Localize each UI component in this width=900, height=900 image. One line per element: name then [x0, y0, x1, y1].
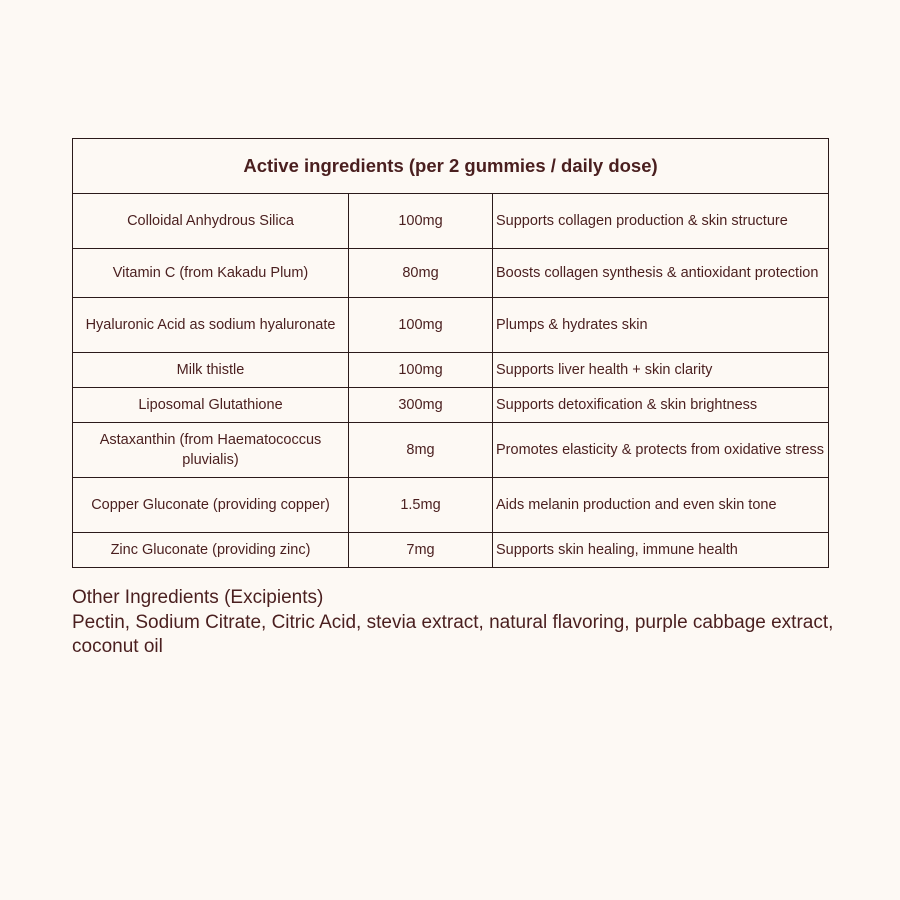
- other-ingredients-section: [72, 586, 842, 660]
- ingredient-benefit: Supports detoxification & skin brightness: [493, 388, 829, 423]
- ingredient-name: Zinc Gluconate (providing zinc): [73, 533, 349, 568]
- ingredient-benefit: Plumps & hydrates skin: [493, 298, 829, 353]
- ingredient-amount: 100mg: [349, 194, 493, 249]
- table-row: [73, 388, 829, 423]
- ingredient-name: Hyaluronic Acid as sodium hyaluronate: [73, 298, 349, 353]
- other-ingredients-list: Pectin, Sodium Citrate, Citric Acid, stevia extract, natural flavoring, purple cabbage extract, coconut oil: [72, 611, 834, 657]
- ingredient-amount: 8mg: [349, 423, 493, 478]
- ingredient-name: Copper Gluconate (providing copper): [73, 478, 349, 533]
- table-row: [73, 533, 829, 568]
- ingredient-amount: 7mg: [349, 533, 493, 568]
- active-ingredients-table-wrapper: [72, 138, 828, 568]
- table-header-row: [73, 139, 829, 194]
- table-row: [73, 353, 829, 388]
- table-row: [73, 478, 829, 533]
- ingredient-benefit: Boosts collagen synthesis & antioxidant protection: [493, 249, 829, 298]
- ingredient-name: Milk thistle: [73, 353, 349, 388]
- ingredient-benefit: Aids melanin production and even skin tone: [493, 478, 829, 533]
- ingredient-amount: 1.5mg: [349, 478, 493, 533]
- ingredient-amount: 80mg: [349, 249, 493, 298]
- ingredient-name: Colloidal Anhydrous Silica: [73, 194, 349, 249]
- table-row: [73, 298, 829, 353]
- ingredient-benefit: Supports liver health + skin clarity: [493, 353, 829, 388]
- ingredient-name: Liposomal Glutathione: [73, 388, 349, 423]
- ingredient-amount: 300mg: [349, 388, 493, 423]
- other-ingredients-title: Other Ingredients (Excipients): [72, 587, 324, 608]
- active-ingredients-table: [72, 138, 829, 568]
- ingredient-benefit: Promotes elasticity & protects from oxidative stress: [493, 423, 829, 478]
- table-row: [73, 194, 829, 249]
- ingredient-name: Vitamin C (from Kakadu Plum): [73, 249, 349, 298]
- ingredient-name: Astaxanthin (from Haematococcus pluvialis): [73, 423, 349, 478]
- ingredient-benefit: Supports skin healing, immune health: [493, 533, 829, 568]
- ingredient-amount: 100mg: [349, 353, 493, 388]
- table-row: [73, 423, 829, 478]
- ingredient-amount: 100mg: [349, 298, 493, 353]
- table-title: Active ingredients (per 2 gummies / daily dose): [73, 139, 829, 194]
- table-row: [73, 249, 829, 298]
- ingredient-benefit: Supports collagen production & skin structure: [493, 194, 829, 249]
